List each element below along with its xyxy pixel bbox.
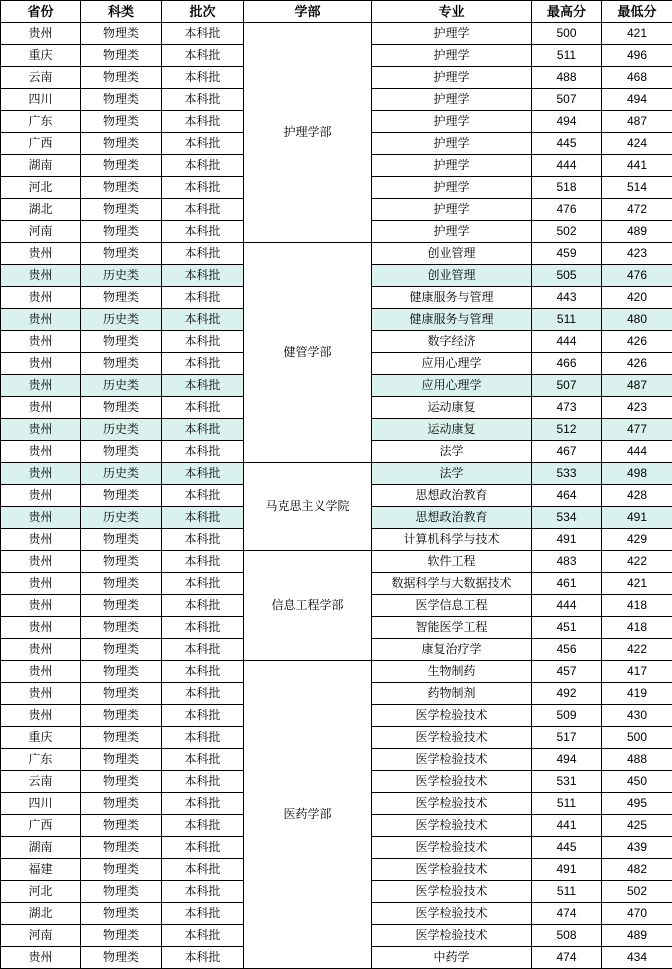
cell-province: 贵州 <box>1 397 81 419</box>
cell-province: 贵州 <box>1 573 81 595</box>
cell-batch: 本科批 <box>162 815 244 837</box>
cell-subject: 物理类 <box>81 771 162 793</box>
cell-batch: 本科批 <box>162 221 244 243</box>
cell-max-score: 500 <box>532 23 602 45</box>
cell-batch: 本科批 <box>162 881 244 903</box>
cell-batch: 本科批 <box>162 573 244 595</box>
cell-province: 广西 <box>1 133 81 155</box>
cell-min-score: 487 <box>602 111 672 133</box>
cell-subject: 物理类 <box>81 199 162 221</box>
cell-major: 医学检验技术 <box>372 815 532 837</box>
cell-max-score: 511 <box>532 793 602 815</box>
cell-province: 福建 <box>1 859 81 881</box>
cell-subject: 物理类 <box>81 727 162 749</box>
cell-province: 广东 <box>1 111 81 133</box>
cell-major: 应用心理学 <box>372 375 532 397</box>
cell-max-score: 474 <box>532 903 602 925</box>
cell-min-score: 489 <box>602 221 672 243</box>
cell-max-score: 473 <box>532 397 602 419</box>
cell-major: 医学检验技术 <box>372 705 532 727</box>
cell-batch: 本科批 <box>162 419 244 441</box>
cell-max-score: 533 <box>532 463 602 485</box>
cell-major: 护理学 <box>372 111 532 133</box>
cell-province: 贵州 <box>1 309 81 331</box>
cell-province: 河北 <box>1 177 81 199</box>
cell-batch: 本科批 <box>162 925 244 947</box>
cell-subject: 物理类 <box>81 45 162 67</box>
cell-max-score: 466 <box>532 353 602 375</box>
cell-min-score: 477 <box>602 419 672 441</box>
cell-major: 计算机科学与技术 <box>372 529 532 551</box>
cell-min-score: 426 <box>602 331 672 353</box>
cell-major: 医学检验技术 <box>372 903 532 925</box>
cell-major: 医学检验技术 <box>372 881 532 903</box>
cell-subject: 物理类 <box>81 111 162 133</box>
cell-batch: 本科批 <box>162 155 244 177</box>
cell-max-score: 531 <box>532 771 602 793</box>
cell-subject: 物理类 <box>81 397 162 419</box>
cell-province: 贵州 <box>1 463 81 485</box>
cell-subject: 物理类 <box>81 881 162 903</box>
cell-batch: 本科批 <box>162 683 244 705</box>
cell-min-score: 428 <box>602 485 672 507</box>
cell-province: 贵州 <box>1 265 81 287</box>
cell-province: 广东 <box>1 749 81 771</box>
cell-max-score: 441 <box>532 815 602 837</box>
cell-province: 贵州 <box>1 617 81 639</box>
cell-subject: 物理类 <box>81 661 162 683</box>
cell-max-score: 509 <box>532 705 602 727</box>
cell-province: 河北 <box>1 881 81 903</box>
cell-min-score: 419 <box>602 683 672 705</box>
cell-max-score: 534 <box>532 507 602 529</box>
cell-min-score: 450 <box>602 771 672 793</box>
cell-subject: 物理类 <box>81 815 162 837</box>
cell-subject: 物理类 <box>81 287 162 309</box>
cell-major: 护理学 <box>372 45 532 67</box>
cell-major: 护理学 <box>372 177 532 199</box>
table-row <box>1 243 672 265</box>
cell-province: 贵州 <box>1 331 81 353</box>
cell-major: 思想政治教育 <box>372 485 532 507</box>
cell-province: 四川 <box>1 89 81 111</box>
cell-province: 贵州 <box>1 529 81 551</box>
cell-subject: 物理类 <box>81 639 162 661</box>
column-header-min-score: 最低分 <box>602 1 672 23</box>
cell-min-score: 496 <box>602 45 672 67</box>
cell-min-score: 489 <box>602 925 672 947</box>
column-header-max-score: 最高分 <box>532 1 602 23</box>
cell-subject: 物理类 <box>81 331 162 353</box>
cell-min-score: 439 <box>602 837 672 859</box>
column-header-batch: 批次 <box>162 1 244 23</box>
cell-subject: 历史类 <box>81 419 162 441</box>
cell-batch: 本科批 <box>162 859 244 881</box>
cell-batch: 本科批 <box>162 397 244 419</box>
cell-min-score: 421 <box>602 23 672 45</box>
cell-min-score: 488 <box>602 749 672 771</box>
cell-major: 护理学 <box>372 221 532 243</box>
cell-major: 医学信息工程 <box>372 595 532 617</box>
cell-batch: 本科批 <box>162 595 244 617</box>
cell-subject: 物理类 <box>81 859 162 881</box>
cell-batch: 本科批 <box>162 89 244 111</box>
cell-subject: 历史类 <box>81 265 162 287</box>
cell-max-score: 461 <box>532 573 602 595</box>
cell-min-score: 425 <box>602 815 672 837</box>
cell-major: 医学检验技术 <box>372 859 532 881</box>
cell-min-score: 434 <box>602 947 672 969</box>
cell-subject: 物理类 <box>81 793 162 815</box>
cell-province: 贵州 <box>1 485 81 507</box>
cell-max-score: 511 <box>532 45 602 67</box>
cell-province: 云南 <box>1 771 81 793</box>
cell-major: 医学检验技术 <box>372 771 532 793</box>
cell-province: 四川 <box>1 793 81 815</box>
cell-province: 重庆 <box>1 45 81 67</box>
cell-max-score: 445 <box>532 837 602 859</box>
cell-subject: 物理类 <box>81 221 162 243</box>
cell-subject: 物理类 <box>81 23 162 45</box>
cell-major: 护理学 <box>372 67 532 89</box>
table-row <box>1 23 672 45</box>
cell-batch: 本科批 <box>162 551 244 573</box>
cell-max-score: 444 <box>532 595 602 617</box>
cell-max-score: 505 <box>532 265 602 287</box>
cell-subject: 物理类 <box>81 551 162 573</box>
cell-max-score: 492 <box>532 683 602 705</box>
cell-max-score: 456 <box>532 639 602 661</box>
cell-min-score: 424 <box>602 133 672 155</box>
cell-province: 贵州 <box>1 375 81 397</box>
column-header-province: 省份 <box>1 1 81 23</box>
cell-min-score: 468 <box>602 67 672 89</box>
cell-max-score: 512 <box>532 419 602 441</box>
cell-subject: 物理类 <box>81 441 162 463</box>
cell-batch: 本科批 <box>162 903 244 925</box>
cell-subject: 物理类 <box>81 903 162 925</box>
cell-province: 云南 <box>1 67 81 89</box>
cell-max-score: 464 <box>532 485 602 507</box>
cell-max-score: 494 <box>532 749 602 771</box>
cell-province: 贵州 <box>1 419 81 441</box>
cell-subject: 历史类 <box>81 507 162 529</box>
cell-major: 康复治疗学 <box>372 639 532 661</box>
cell-batch: 本科批 <box>162 331 244 353</box>
column-header-major: 专业 <box>372 1 532 23</box>
table-header-row <box>1 1 672 23</box>
cell-major: 创业管理 <box>372 265 532 287</box>
cell-min-score: 494 <box>602 89 672 111</box>
cell-department: 医药学部 <box>244 661 372 969</box>
cell-department: 信息工程学部 <box>244 551 372 661</box>
cell-min-score: 495 <box>602 793 672 815</box>
cell-max-score: 488 <box>532 67 602 89</box>
cell-max-score: 444 <box>532 331 602 353</box>
cell-major: 生物制药 <box>372 661 532 683</box>
cell-min-score: 418 <box>602 595 672 617</box>
cell-min-score: 429 <box>602 529 672 551</box>
cell-major: 创业管理 <box>372 243 532 265</box>
cell-subject: 物理类 <box>81 705 162 727</box>
cell-major: 法学 <box>372 463 532 485</box>
cell-min-score: 482 <box>602 859 672 881</box>
cell-province: 河南 <box>1 221 81 243</box>
cell-subject: 历史类 <box>81 309 162 331</box>
cell-province: 贵州 <box>1 639 81 661</box>
cell-max-score: 483 <box>532 551 602 573</box>
cell-batch: 本科批 <box>162 67 244 89</box>
cell-max-score: 443 <box>532 287 602 309</box>
cell-province: 重庆 <box>1 727 81 749</box>
cell-province: 湖南 <box>1 155 81 177</box>
cell-province: 贵州 <box>1 441 81 463</box>
cell-department: 马克思主义学院 <box>244 463 372 551</box>
cell-batch: 本科批 <box>162 507 244 529</box>
cell-batch: 本科批 <box>162 23 244 45</box>
cell-major: 医学检验技术 <box>372 837 532 859</box>
cell-min-score: 422 <box>602 551 672 573</box>
cell-max-score: 491 <box>532 859 602 881</box>
cell-batch: 本科批 <box>162 947 244 969</box>
cell-department: 护理学部 <box>244 23 372 243</box>
cell-major: 法学 <box>372 441 532 463</box>
cell-batch: 本科批 <box>162 133 244 155</box>
cell-min-score: 480 <box>602 309 672 331</box>
cell-major: 数字经济 <box>372 331 532 353</box>
cell-max-score: 494 <box>532 111 602 133</box>
cell-province: 湖北 <box>1 199 81 221</box>
cell-province: 贵州 <box>1 23 81 45</box>
cell-subject: 物理类 <box>81 595 162 617</box>
cell-subject: 物理类 <box>81 925 162 947</box>
cell-batch: 本科批 <box>162 705 244 727</box>
cell-major: 护理学 <box>372 89 532 111</box>
cell-subject: 物理类 <box>81 683 162 705</box>
cell-major: 医学检验技术 <box>372 727 532 749</box>
cell-subject: 物理类 <box>81 617 162 639</box>
cell-major: 药物制剂 <box>372 683 532 705</box>
cell-min-score: 417 <box>602 661 672 683</box>
cell-subject: 物理类 <box>81 573 162 595</box>
cell-batch: 本科批 <box>162 45 244 67</box>
cell-min-score: 421 <box>602 573 672 595</box>
cell-batch: 本科批 <box>162 639 244 661</box>
cell-max-score: 491 <box>532 529 602 551</box>
cell-province: 贵州 <box>1 551 81 573</box>
cell-min-score: 423 <box>602 397 672 419</box>
cell-major: 医学检验技术 <box>372 925 532 947</box>
cell-batch: 本科批 <box>162 309 244 331</box>
cell-min-score: 420 <box>602 287 672 309</box>
cell-subject: 物理类 <box>81 67 162 89</box>
cell-min-score: 441 <box>602 155 672 177</box>
cell-major: 医学检验技术 <box>372 793 532 815</box>
cell-max-score: 445 <box>532 133 602 155</box>
cell-major: 护理学 <box>372 133 532 155</box>
cell-province: 贵州 <box>1 683 81 705</box>
cell-province: 贵州 <box>1 243 81 265</box>
cell-subject: 物理类 <box>81 155 162 177</box>
cell-batch: 本科批 <box>162 749 244 771</box>
cell-batch: 本科批 <box>162 837 244 859</box>
cell-min-score: 491 <box>602 507 672 529</box>
cell-batch: 本科批 <box>162 353 244 375</box>
table-body <box>1 23 672 969</box>
cell-subject: 物理类 <box>81 837 162 859</box>
cell-max-score: 507 <box>532 375 602 397</box>
cell-max-score: 511 <box>532 309 602 331</box>
cell-major: 运动康复 <box>372 419 532 441</box>
cell-major: 思想政治教育 <box>372 507 532 529</box>
cell-major: 软件工程 <box>372 551 532 573</box>
cell-major: 中药学 <box>372 947 532 969</box>
cell-subject: 物理类 <box>81 485 162 507</box>
cell-min-score: 430 <box>602 705 672 727</box>
cell-subject: 物理类 <box>81 353 162 375</box>
cell-max-score: 444 <box>532 155 602 177</box>
cell-min-score: 418 <box>602 617 672 639</box>
cell-province: 贵州 <box>1 947 81 969</box>
cell-max-score: 451 <box>532 617 602 639</box>
cell-batch: 本科批 <box>162 287 244 309</box>
cell-max-score: 476 <box>532 199 602 221</box>
cell-subject: 历史类 <box>81 463 162 485</box>
cell-major: 护理学 <box>372 23 532 45</box>
cell-batch: 本科批 <box>162 463 244 485</box>
cell-province: 河南 <box>1 925 81 947</box>
cell-province: 广西 <box>1 815 81 837</box>
cell-province: 贵州 <box>1 507 81 529</box>
cell-min-score: 498 <box>602 463 672 485</box>
cell-subject: 物理类 <box>81 177 162 199</box>
cell-subject: 历史类 <box>81 375 162 397</box>
cell-min-score: 514 <box>602 177 672 199</box>
cell-min-score: 472 <box>602 199 672 221</box>
cell-batch: 本科批 <box>162 243 244 265</box>
cell-max-score: 502 <box>532 221 602 243</box>
cell-batch: 本科批 <box>162 793 244 815</box>
cell-min-score: 444 <box>602 441 672 463</box>
cell-max-score: 517 <box>532 727 602 749</box>
cell-province: 贵州 <box>1 705 81 727</box>
cell-max-score: 507 <box>532 89 602 111</box>
cell-min-score: 470 <box>602 903 672 925</box>
cell-batch: 本科批 <box>162 199 244 221</box>
cell-max-score: 467 <box>532 441 602 463</box>
cell-batch: 本科批 <box>162 111 244 133</box>
cell-major: 运动康复 <box>372 397 532 419</box>
cell-subject: 物理类 <box>81 89 162 111</box>
cell-subject: 物理类 <box>81 749 162 771</box>
cell-min-score: 476 <box>602 265 672 287</box>
table-row <box>1 661 672 683</box>
cell-province: 贵州 <box>1 661 81 683</box>
table-row <box>1 551 672 573</box>
table-row <box>1 463 672 485</box>
cell-batch: 本科批 <box>162 661 244 683</box>
cell-min-score: 423 <box>602 243 672 265</box>
cell-min-score: 426 <box>602 353 672 375</box>
table-header <box>1 1 672 23</box>
column-header-department: 学部 <box>244 1 372 23</box>
cell-batch: 本科批 <box>162 727 244 749</box>
cell-department: 健管学部 <box>244 243 372 463</box>
cell-province: 湖北 <box>1 903 81 925</box>
cell-max-score: 518 <box>532 177 602 199</box>
cell-batch: 本科批 <box>162 617 244 639</box>
cell-batch: 本科批 <box>162 177 244 199</box>
cell-major: 医学检验技术 <box>372 749 532 771</box>
cell-batch: 本科批 <box>162 265 244 287</box>
cell-max-score: 457 <box>532 661 602 683</box>
cell-max-score: 511 <box>532 881 602 903</box>
cell-max-score: 508 <box>532 925 602 947</box>
cell-min-score: 422 <box>602 639 672 661</box>
cell-max-score: 474 <box>532 947 602 969</box>
cell-major: 护理学 <box>372 155 532 177</box>
cell-subject: 物理类 <box>81 529 162 551</box>
cell-batch: 本科批 <box>162 771 244 793</box>
cell-subject: 物理类 <box>81 133 162 155</box>
cell-subject: 物理类 <box>81 947 162 969</box>
cell-batch: 本科批 <box>162 529 244 551</box>
cell-major: 数据科学与大数据技术 <box>372 573 532 595</box>
cell-major: 应用心理学 <box>372 353 532 375</box>
cell-batch: 本科批 <box>162 441 244 463</box>
cell-province: 湖南 <box>1 837 81 859</box>
cell-province: 贵州 <box>1 287 81 309</box>
cell-batch: 本科批 <box>162 485 244 507</box>
cell-min-score: 502 <box>602 881 672 903</box>
cell-min-score: 500 <box>602 727 672 749</box>
column-header-subject: 科类 <box>81 1 162 23</box>
cell-subject: 物理类 <box>81 243 162 265</box>
cell-major: 智能医学工程 <box>372 617 532 639</box>
cell-province: 贵州 <box>1 353 81 375</box>
cell-batch: 本科批 <box>162 375 244 397</box>
cell-major: 护理学 <box>372 199 532 221</box>
cell-province: 贵州 <box>1 595 81 617</box>
cell-major: 健康服务与管理 <box>372 309 532 331</box>
cell-major: 健康服务与管理 <box>372 287 532 309</box>
cell-min-score: 487 <box>602 375 672 397</box>
cell-max-score: 459 <box>532 243 602 265</box>
